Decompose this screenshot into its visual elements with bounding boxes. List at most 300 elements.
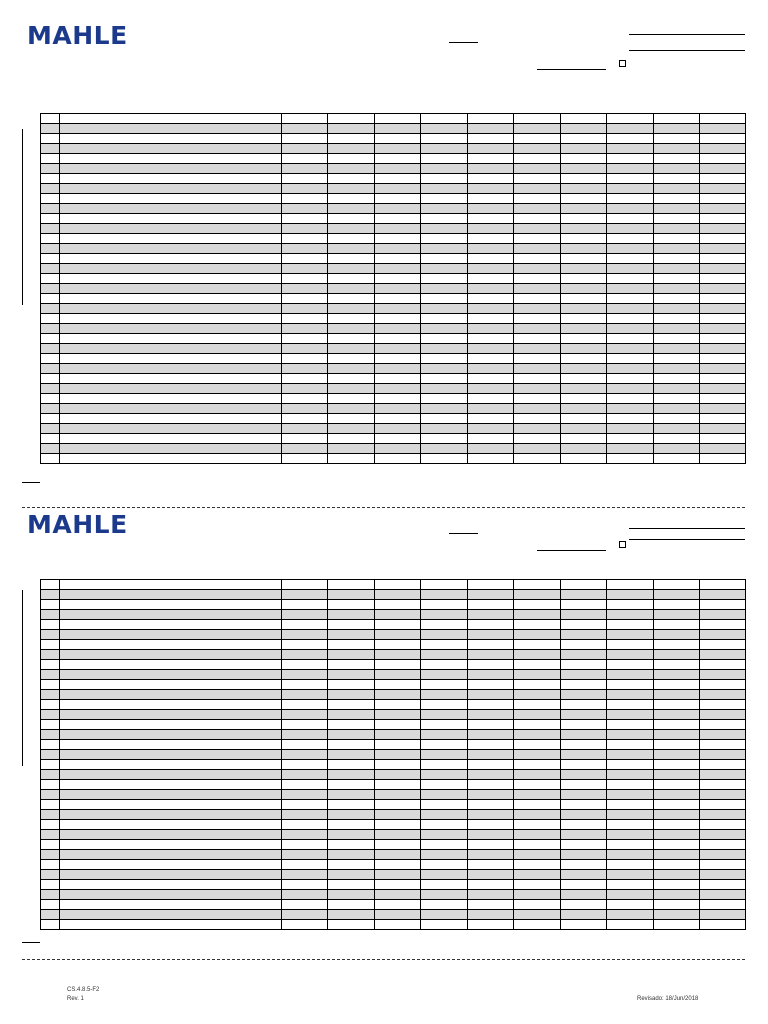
table-cell[interactable]	[41, 274, 60, 284]
table-cell[interactable]	[700, 224, 746, 234]
table-cell[interactable]	[282, 790, 328, 800]
table-cell[interactable]	[328, 384, 375, 394]
table-cell[interactable]	[60, 640, 282, 650]
table-cell[interactable]	[468, 304, 514, 314]
table-cell[interactable]	[60, 374, 282, 384]
table-cell[interactable]	[514, 760, 561, 770]
table-cell[interactable]	[60, 294, 282, 304]
table-cell[interactable]	[282, 444, 328, 454]
table-cell[interactable]	[700, 880, 746, 890]
table-cell[interactable]	[514, 730, 561, 740]
table-cell[interactable]	[60, 770, 282, 780]
table-cell[interactable]	[468, 404, 514, 414]
table-cell[interactable]	[468, 194, 514, 204]
table-cell[interactable]	[700, 304, 746, 314]
table-cell[interactable]	[375, 214, 421, 224]
table-cell[interactable]	[607, 254, 654, 264]
table-cell[interactable]	[654, 334, 700, 344]
table-cell[interactable]	[607, 304, 654, 314]
table-cell[interactable]	[60, 344, 282, 354]
table-cell[interactable]	[468, 740, 514, 750]
table-cell[interactable]	[607, 670, 654, 680]
table-cell[interactable]	[328, 274, 375, 284]
table-cell[interactable]	[654, 830, 700, 840]
table-cell[interactable]	[282, 234, 328, 244]
table-cell[interactable]	[60, 304, 282, 314]
table-cell[interactable]	[700, 354, 746, 364]
table-cell[interactable]	[60, 404, 282, 414]
table-cell[interactable]	[607, 164, 654, 174]
table-cell[interactable]	[561, 730, 607, 740]
table-cell[interactable]	[60, 890, 282, 900]
table-cell[interactable]	[468, 590, 514, 600]
table-cell[interactable]	[561, 590, 607, 600]
table-cell[interactable]	[514, 314, 561, 324]
table-cell[interactable]	[41, 174, 60, 184]
table-cell[interactable]	[700, 264, 746, 274]
table-cell[interactable]	[700, 920, 746, 930]
table-cell[interactable]	[41, 630, 60, 640]
table-cell[interactable]	[328, 424, 375, 434]
table-cell[interactable]	[561, 820, 607, 830]
table-cell[interactable]	[654, 274, 700, 284]
table-cell[interactable]	[421, 690, 468, 700]
table-cell[interactable]	[561, 174, 607, 184]
table-cell[interactable]	[60, 920, 282, 930]
table-cell[interactable]	[561, 344, 607, 354]
table-cell[interactable]	[41, 414, 60, 424]
table-cell[interactable]	[375, 790, 421, 800]
table-cell[interactable]	[60, 860, 282, 870]
table-cell[interactable]	[561, 740, 607, 750]
table-cell[interactable]	[700, 660, 746, 670]
table-cell[interactable]	[328, 630, 375, 640]
table-cell[interactable]	[607, 204, 654, 214]
table-cell[interactable]	[41, 364, 60, 374]
table-cell[interactable]	[60, 790, 282, 800]
table-cell[interactable]	[468, 264, 514, 274]
table-cell[interactable]	[421, 394, 468, 404]
table-cell[interactable]	[41, 144, 60, 154]
table-cell[interactable]	[561, 770, 607, 780]
table-cell[interactable]	[328, 184, 375, 194]
table-cell[interactable]	[607, 414, 654, 424]
table-cell[interactable]	[282, 650, 328, 660]
table-cell[interactable]	[561, 860, 607, 870]
table-cell[interactable]	[700, 890, 746, 900]
table-cell[interactable]	[607, 324, 654, 334]
table-cell[interactable]	[700, 650, 746, 660]
table-cell[interactable]	[375, 840, 421, 850]
table-cell[interactable]	[700, 134, 746, 144]
table-cell[interactable]	[607, 870, 654, 880]
table-cell[interactable]	[700, 284, 746, 294]
table-cell[interactable]	[375, 690, 421, 700]
table-cell[interactable]	[468, 354, 514, 364]
table-cell[interactable]	[514, 820, 561, 830]
table-cell[interactable]	[607, 620, 654, 630]
table-cell[interactable]	[607, 294, 654, 304]
table-cell[interactable]	[700, 404, 746, 414]
table-cell[interactable]	[282, 144, 328, 154]
table-cell[interactable]	[700, 710, 746, 720]
table-cell[interactable]	[514, 274, 561, 284]
table-cell[interactable]	[654, 620, 700, 630]
table-cell[interactable]	[421, 580, 468, 590]
table-cell[interactable]	[375, 254, 421, 264]
table-cell[interactable]	[607, 154, 654, 164]
table-cell[interactable]	[514, 920, 561, 930]
table-cell[interactable]	[468, 174, 514, 184]
table-cell[interactable]	[375, 810, 421, 820]
table-cell[interactable]	[561, 264, 607, 274]
table-cell[interactable]	[561, 610, 607, 620]
table-cell[interactable]	[375, 424, 421, 434]
table-cell[interactable]	[700, 324, 746, 334]
table-cell[interactable]	[700, 184, 746, 194]
table-cell[interactable]	[41, 114, 60, 124]
table-cell[interactable]	[375, 750, 421, 760]
table-cell[interactable]	[421, 820, 468, 830]
table-cell[interactable]	[421, 264, 468, 274]
table-cell[interactable]	[654, 424, 700, 434]
table-cell[interactable]	[375, 394, 421, 404]
table-cell[interactable]	[328, 394, 375, 404]
table-cell[interactable]	[328, 800, 375, 810]
table-cell[interactable]	[375, 274, 421, 284]
table-cell[interactable]	[468, 424, 514, 434]
table-cell[interactable]	[607, 610, 654, 620]
table-cell[interactable]	[421, 740, 468, 750]
table-cell[interactable]	[421, 760, 468, 770]
table-cell[interactable]	[468, 114, 514, 124]
table-cell[interactable]	[421, 404, 468, 414]
table-cell[interactable]	[421, 840, 468, 850]
table-cell[interactable]	[514, 174, 561, 184]
table-cell[interactable]	[375, 454, 421, 464]
table-cell[interactable]	[60, 840, 282, 850]
table-cell[interactable]	[468, 164, 514, 174]
table-cell[interactable]	[60, 274, 282, 284]
table-cell[interactable]	[282, 334, 328, 344]
table-cell[interactable]	[561, 194, 607, 204]
table-cell[interactable]	[328, 404, 375, 414]
table-cell[interactable]	[561, 404, 607, 414]
table-cell[interactable]	[60, 710, 282, 720]
table-cell[interactable]	[561, 324, 607, 334]
table-cell[interactable]	[607, 434, 654, 444]
table-cell[interactable]	[514, 164, 561, 174]
table-cell[interactable]	[421, 900, 468, 910]
table-cell[interactable]	[375, 580, 421, 590]
table-cell[interactable]	[468, 920, 514, 930]
table-cell[interactable]	[514, 414, 561, 424]
table-cell[interactable]	[60, 850, 282, 860]
table-cell[interactable]	[421, 314, 468, 324]
table-cell[interactable]	[607, 234, 654, 244]
table-cell[interactable]	[41, 354, 60, 364]
table-cell[interactable]	[328, 134, 375, 144]
table-cell[interactable]	[375, 264, 421, 274]
table-cell[interactable]	[41, 890, 60, 900]
table-cell[interactable]	[514, 650, 561, 660]
table-cell[interactable]	[654, 114, 700, 124]
table-cell[interactable]	[561, 384, 607, 394]
table-cell[interactable]	[328, 640, 375, 650]
table-cell[interactable]	[607, 174, 654, 184]
table-cell[interactable]	[375, 364, 421, 374]
table-cell[interactable]	[468, 900, 514, 910]
table-cell[interactable]	[700, 800, 746, 810]
table-cell[interactable]	[328, 244, 375, 254]
table-cell[interactable]	[654, 204, 700, 214]
table-cell[interactable]	[421, 414, 468, 424]
table-cell[interactable]	[282, 820, 328, 830]
table-cell[interactable]	[561, 414, 607, 424]
table-cell[interactable]	[607, 344, 654, 354]
table-cell[interactable]	[561, 434, 607, 444]
table-cell[interactable]	[282, 274, 328, 284]
table-cell[interactable]	[282, 910, 328, 920]
table-cell[interactable]	[282, 620, 328, 630]
table-cell[interactable]	[282, 670, 328, 680]
table-cell[interactable]	[514, 880, 561, 890]
table-cell[interactable]	[700, 164, 746, 174]
table-cell[interactable]	[375, 124, 421, 134]
table-cell[interactable]	[561, 164, 607, 174]
table-cell[interactable]	[607, 690, 654, 700]
table-cell[interactable]	[41, 700, 60, 710]
table-cell[interactable]	[514, 244, 561, 254]
table-cell[interactable]	[654, 344, 700, 354]
table-cell[interactable]	[607, 730, 654, 740]
table-cell[interactable]	[282, 364, 328, 374]
table-cell[interactable]	[41, 800, 60, 810]
table-cell[interactable]	[328, 650, 375, 660]
table-cell[interactable]	[41, 124, 60, 134]
table-cell[interactable]	[468, 184, 514, 194]
table-cell[interactable]	[421, 880, 468, 890]
table-cell[interactable]	[421, 670, 468, 680]
table-cell[interactable]	[328, 434, 375, 444]
table-cell[interactable]	[328, 214, 375, 224]
table-cell[interactable]	[468, 134, 514, 144]
table-cell[interactable]	[60, 900, 282, 910]
table-cell[interactable]	[375, 860, 421, 870]
table-cell[interactable]	[468, 790, 514, 800]
table-cell[interactable]	[468, 890, 514, 900]
table-cell[interactable]	[282, 454, 328, 464]
table-cell[interactable]	[561, 710, 607, 720]
table-cell[interactable]	[700, 394, 746, 404]
table-cell[interactable]	[328, 680, 375, 690]
table-cell[interactable]	[607, 890, 654, 900]
table-cell[interactable]	[700, 750, 746, 760]
table-cell[interactable]	[561, 630, 607, 640]
table-cell[interactable]	[654, 404, 700, 414]
table-cell[interactable]	[421, 124, 468, 134]
table-cell[interactable]	[561, 660, 607, 670]
table-cell[interactable]	[514, 424, 561, 434]
table-cell[interactable]	[514, 364, 561, 374]
table-cell[interactable]	[41, 760, 60, 770]
table-cell[interactable]	[468, 434, 514, 444]
table-cell[interactable]	[60, 214, 282, 224]
table-cell[interactable]	[514, 720, 561, 730]
table-cell[interactable]	[514, 580, 561, 590]
table-cell[interactable]	[700, 274, 746, 284]
table-cell[interactable]	[421, 234, 468, 244]
table-cell[interactable]	[375, 610, 421, 620]
table-cell[interactable]	[375, 630, 421, 640]
table-cell[interactable]	[421, 284, 468, 294]
table-cell[interactable]	[468, 204, 514, 214]
table-cell[interactable]	[375, 174, 421, 184]
table-cell[interactable]	[328, 910, 375, 920]
table-cell[interactable]	[468, 284, 514, 294]
table-cell[interactable]	[468, 254, 514, 264]
table-cell[interactable]	[514, 860, 561, 870]
table-cell[interactable]	[421, 850, 468, 860]
table-cell[interactable]	[607, 750, 654, 760]
table-cell[interactable]	[421, 384, 468, 394]
table-cell[interactable]	[654, 790, 700, 800]
table-cell[interactable]	[328, 194, 375, 204]
table-cell[interactable]	[700, 620, 746, 630]
table-cell[interactable]	[468, 730, 514, 740]
table-cell[interactable]	[421, 444, 468, 454]
table-cell[interactable]	[282, 294, 328, 304]
table-cell[interactable]	[375, 820, 421, 830]
table-cell[interactable]	[514, 700, 561, 710]
table-cell[interactable]	[561, 254, 607, 264]
table-cell[interactable]	[514, 374, 561, 384]
table-cell[interactable]	[561, 840, 607, 850]
table-cell[interactable]	[282, 154, 328, 164]
table-cell[interactable]	[700, 780, 746, 790]
table-cell[interactable]	[607, 244, 654, 254]
table-cell[interactable]	[514, 780, 561, 790]
table-cell[interactable]	[561, 214, 607, 224]
table-cell[interactable]	[328, 660, 375, 670]
table-cell[interactable]	[700, 680, 746, 690]
table-cell[interactable]	[421, 610, 468, 620]
table-cell[interactable]	[654, 800, 700, 810]
table-cell[interactable]	[561, 454, 607, 464]
table-cell[interactable]	[375, 314, 421, 324]
table-cell[interactable]	[607, 810, 654, 820]
table-cell[interactable]	[328, 154, 375, 164]
table-cell[interactable]	[41, 454, 60, 464]
table-cell[interactable]	[514, 890, 561, 900]
table-cell[interactable]	[607, 314, 654, 324]
table-cell[interactable]	[41, 850, 60, 860]
table-cell[interactable]	[607, 284, 654, 294]
table-cell[interactable]	[514, 710, 561, 720]
table-cell[interactable]	[561, 900, 607, 910]
table-cell[interactable]	[328, 224, 375, 234]
table-cell[interactable]	[282, 314, 328, 324]
table-cell[interactable]	[654, 154, 700, 164]
table-cell[interactable]	[375, 284, 421, 294]
table-cell[interactable]	[41, 214, 60, 224]
table-cell[interactable]	[282, 224, 328, 234]
table-cell[interactable]	[328, 760, 375, 770]
table-cell[interactable]	[561, 720, 607, 730]
table-cell[interactable]	[468, 414, 514, 424]
table-cell[interactable]	[41, 590, 60, 600]
table-cell[interactable]	[654, 910, 700, 920]
table-cell[interactable]	[700, 174, 746, 184]
table-cell[interactable]	[60, 630, 282, 640]
table-cell[interactable]	[60, 114, 282, 124]
table-cell[interactable]	[654, 224, 700, 234]
table-cell[interactable]	[421, 770, 468, 780]
table-cell[interactable]	[328, 790, 375, 800]
table-cell[interactable]	[468, 314, 514, 324]
table-cell[interactable]	[328, 264, 375, 274]
table-cell[interactable]	[41, 810, 60, 820]
table-cell[interactable]	[700, 830, 746, 840]
table-cell[interactable]	[282, 204, 328, 214]
table-cell[interactable]	[41, 690, 60, 700]
table-cell[interactable]	[700, 640, 746, 650]
table-cell[interactable]	[328, 880, 375, 890]
table-cell[interactable]	[607, 770, 654, 780]
table-cell[interactable]	[282, 434, 328, 444]
table-cell[interactable]	[421, 244, 468, 254]
table-cell[interactable]	[561, 364, 607, 374]
table-cell[interactable]	[561, 790, 607, 800]
table-cell[interactable]	[421, 720, 468, 730]
table-cell[interactable]	[421, 660, 468, 670]
table-cell[interactable]	[375, 590, 421, 600]
table-cell[interactable]	[607, 134, 654, 144]
table-cell[interactable]	[468, 780, 514, 790]
table-cell[interactable]	[468, 630, 514, 640]
table-cell[interactable]	[421, 364, 468, 374]
table-cell[interactable]	[514, 670, 561, 680]
table-cell[interactable]	[700, 124, 746, 134]
table-cell[interactable]	[41, 404, 60, 414]
table-cell[interactable]	[700, 840, 746, 850]
table-cell[interactable]	[607, 790, 654, 800]
table-cell[interactable]	[607, 264, 654, 274]
table-cell[interactable]	[421, 630, 468, 640]
table-cell[interactable]	[468, 690, 514, 700]
table-cell[interactable]	[282, 800, 328, 810]
table-cell[interactable]	[654, 780, 700, 790]
table-cell[interactable]	[700, 254, 746, 264]
table-cell[interactable]	[468, 840, 514, 850]
table-cell[interactable]	[468, 810, 514, 820]
table-cell[interactable]	[654, 364, 700, 374]
table-cell[interactable]	[654, 700, 700, 710]
table-cell[interactable]	[700, 454, 746, 464]
table-cell[interactable]	[514, 154, 561, 164]
table-cell[interactable]	[421, 700, 468, 710]
table-cell[interactable]	[282, 850, 328, 860]
table-cell[interactable]	[654, 600, 700, 610]
table-cell[interactable]	[60, 650, 282, 660]
table-cell[interactable]	[654, 730, 700, 740]
table-cell[interactable]	[375, 660, 421, 670]
table-cell[interactable]	[607, 424, 654, 434]
table-cell[interactable]	[654, 850, 700, 860]
table-cell[interactable]	[282, 344, 328, 354]
table-cell[interactable]	[561, 234, 607, 244]
table-cell[interactable]	[607, 600, 654, 610]
